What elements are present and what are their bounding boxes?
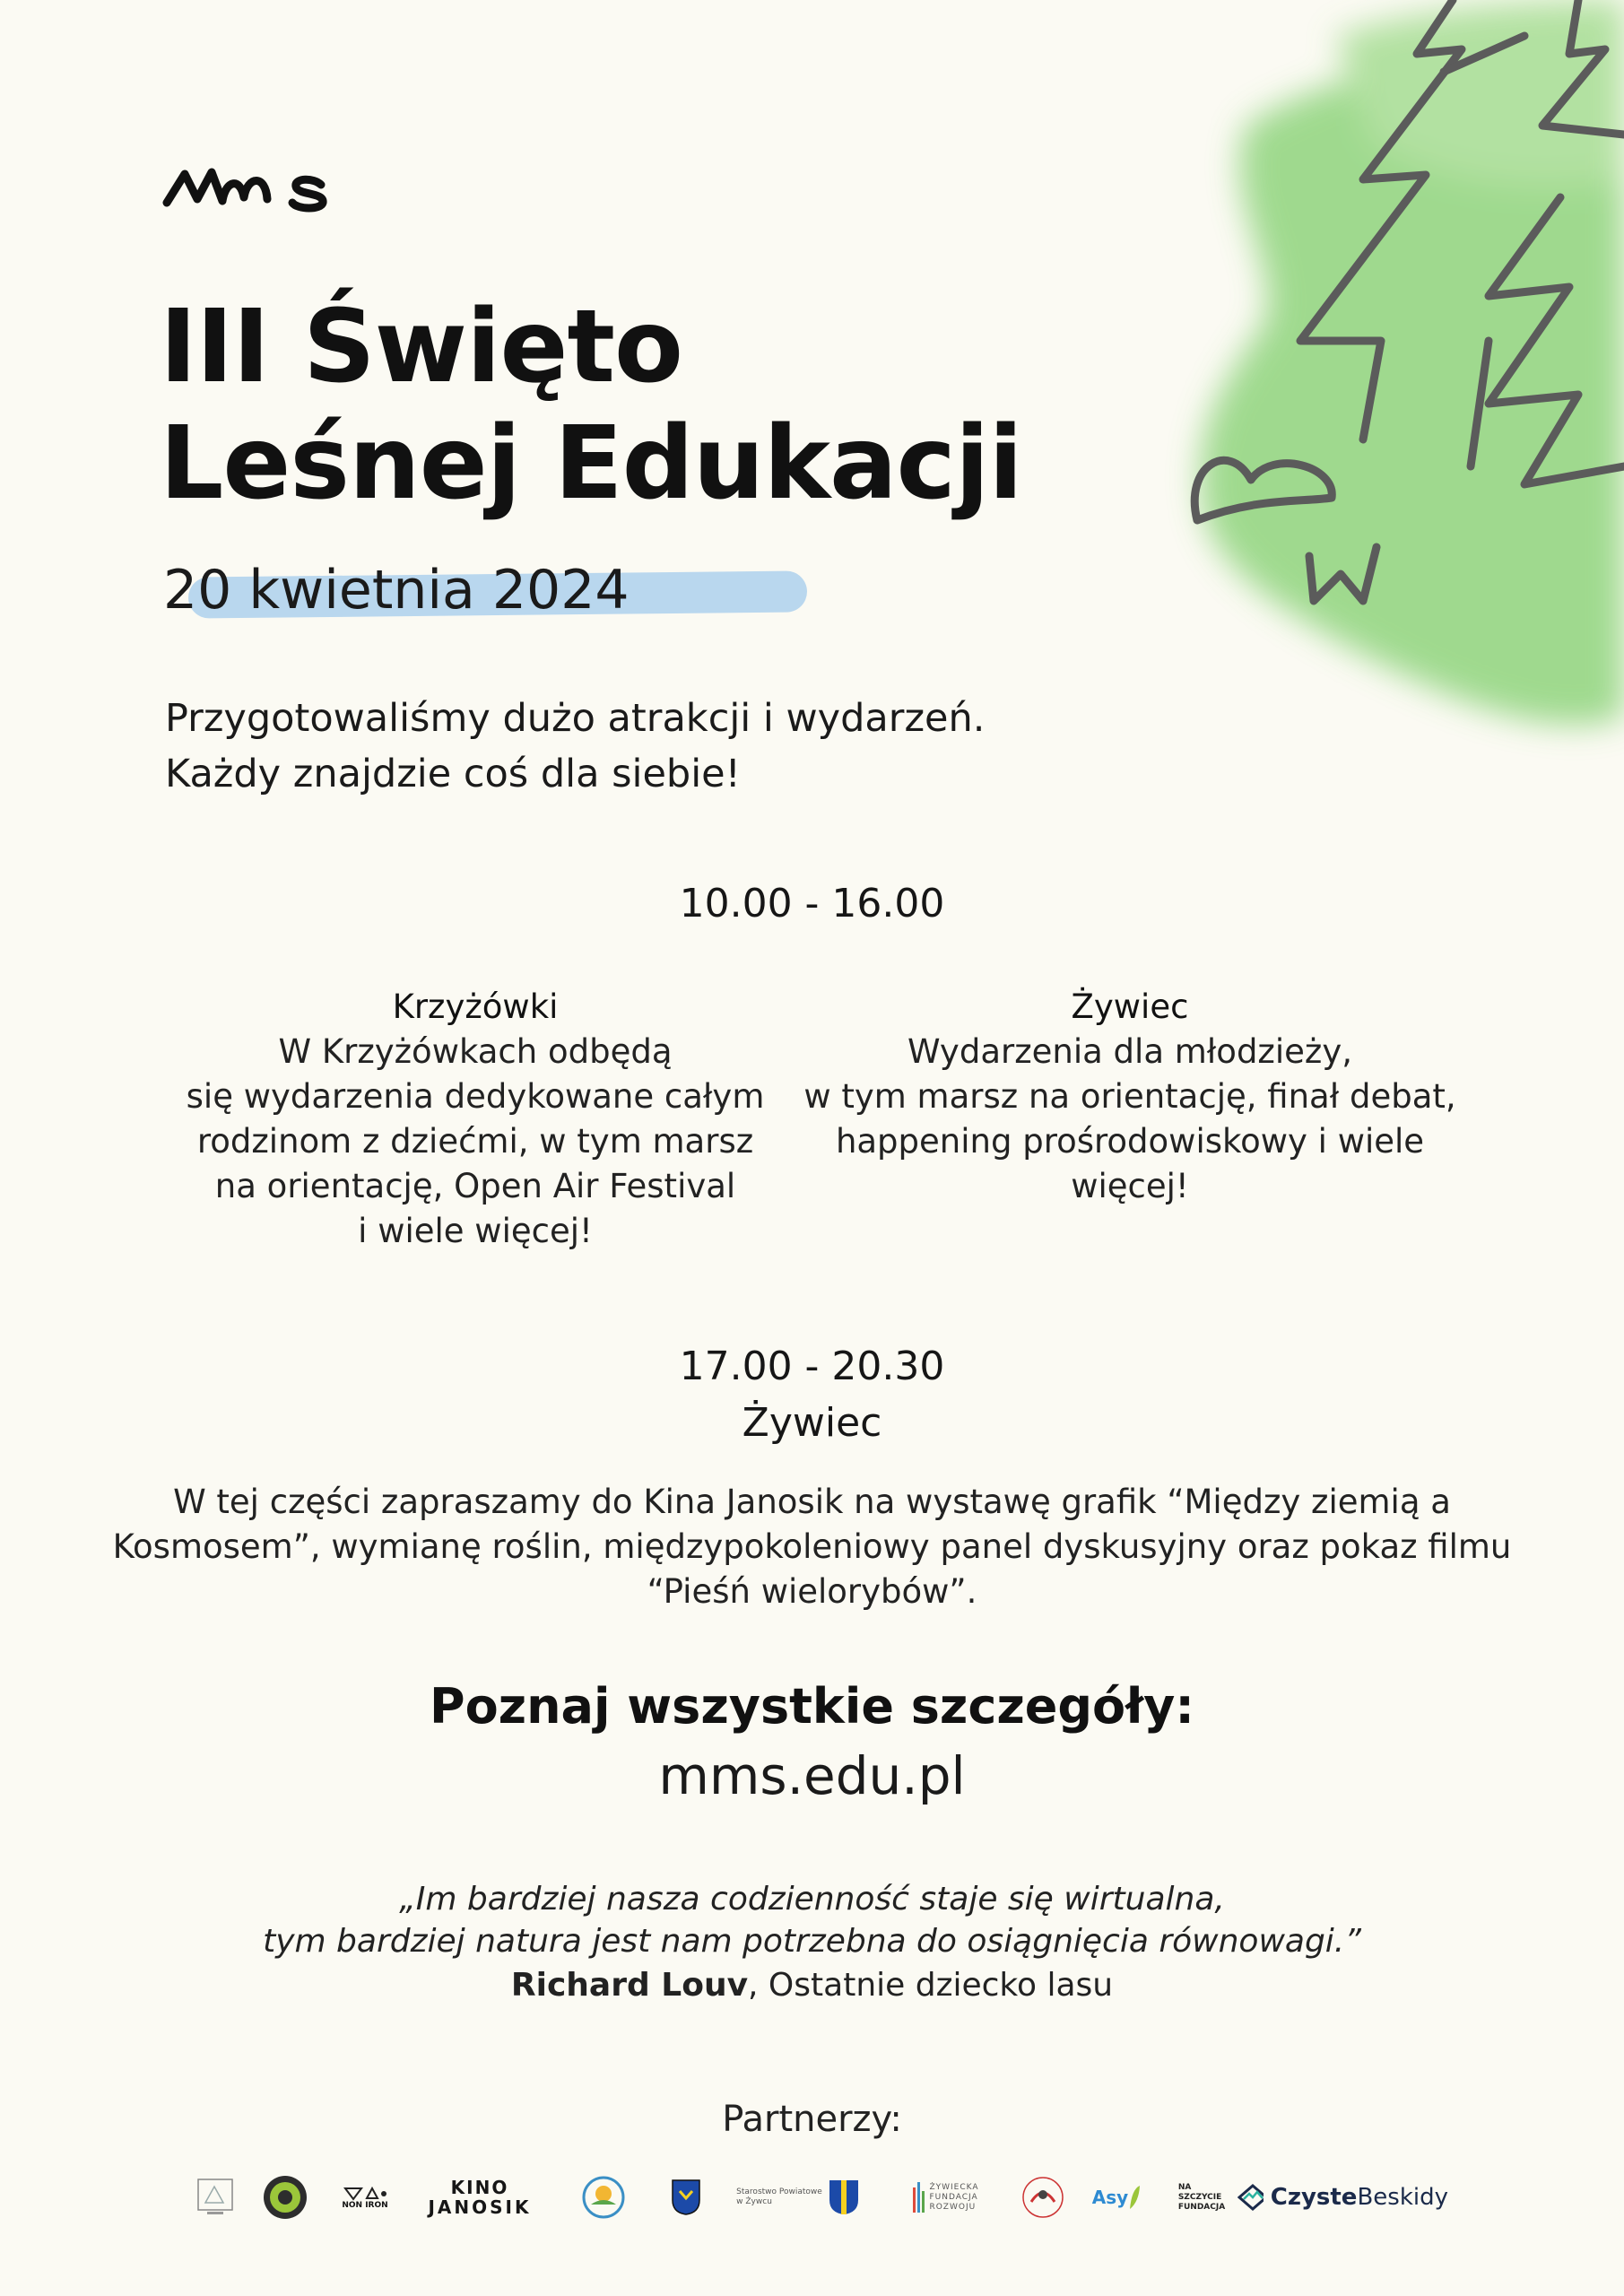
session-1-krzyzowki [161,985,789,1254]
circular-emblem-icon [1020,2175,1065,2220]
beskidy-label: Beskidy [1357,2184,1448,2211]
zfr-bars-icon [913,2182,925,2213]
session-2-place: Żywiec [742,1400,882,1446]
green-circle-logo-icon [262,2174,308,2221]
partner-emblem-icon [196,2178,234,2217]
kino-line-2: JANOSIK [428,2196,532,2218]
round-badge-icon [580,2174,627,2221]
krzyzowki-description: W Krzyżówkach odbędą się wydarzenia dedykowane całym rodzinom z dziećmi, w tym marsz na orientację, Open Air Festival i wiele więcej! [186,1032,765,1250]
coat-of-arms-icon [671,2179,701,2216]
session-1-time: 10.00 - 16.00 [679,881,945,926]
partner-czyste-beskidy [1238,2166,1448,2229]
quote-attribution [0,1964,1624,2006]
details-heading: Poznaj wszystkie szczegóły: [430,1678,1194,1735]
event-date-block [163,556,630,624]
partner-logo-1 [193,2166,238,2229]
partner-zywiecka-fundacja [901,2166,991,2229]
non-iron-label: NON IRON [342,2200,388,2210]
starostwo-shield-icon [828,2179,860,2216]
partners-logos [184,2166,1457,2229]
session-2-description: W tej części zapraszamy do Kina Janosik na wystawę grafik “Między ziemią a Kosmosem”, wymianę roślin, międzypokoleniowy panel dyskusyjny oraz pokaz filmu “Pieśń wielorybów”. [112,1483,1512,1611]
intro-line-2: Każdy znajdzie coś dla siebie! [165,752,741,796]
session-2-time: 17.00 - 20.30 [679,1344,945,1389]
tree-illustration [1148,0,1624,771]
title-line-1: III Święto [160,289,682,405]
asy-label: Asy [1091,2187,1129,2208]
quote-text: „Im bardziej nasza codzienność staje się wirtualna, tym bardziej natura jest nam potrzebna do osiągnięcia równowagi.” [263,1881,1361,1960]
event-date: 20 kwietnia 2024 [163,559,630,622]
partner-kino-janosik [421,2166,538,2229]
partner-logo-5 [578,2166,629,2229]
intro-text [165,691,985,802]
quote-source: , Ostatnie dziecko lasu [748,1967,1114,2004]
asy-leaf-icon [1128,2184,1141,2211]
kino-line-1: KINO [450,2177,509,2198]
details-link[interactable]: mms.edu.pl [658,1745,966,1806]
partners-label: Partnerzy: [722,2099,902,2140]
event-title [160,289,1022,522]
title-line-2: Leśnej Edukacji [160,405,1022,522]
partner-non-iron [338,2166,392,2229]
quote-author: Richard Louv [510,1967,749,2004]
zywiec-description: Wydarzenia dla młodzieży, w tym marsz na orientację, finał debat, happening prośrodowiskowy i wiele więcej! [803,1032,1456,1205]
partner-coat-of-arms [668,2166,704,2229]
czyste-label: Czyste [1270,2184,1358,2211]
partner-logo-2 [260,2166,310,2229]
partner-asy [1090,2166,1143,2229]
session-1-zywiec [789,985,1471,1209]
zfr-label: ŻYWIECKA FUNDACJA ROZWOJU [929,2182,979,2212]
laundry-symbols-icon [343,2185,387,2201]
zywiec-title: Żywiec [1071,987,1189,1026]
partner-starostwo [735,2166,861,2229]
mountain-diamond-icon [1238,2184,1264,2211]
starostwo-label: Starostwo Powiatowe w Żywcu [736,2187,822,2206]
krzyzowki-title: Krzyżówki [392,987,559,1026]
na-szczycie-label: NA SZCZYCIE FUNDACJA [1177,2182,1226,2212]
partner-na-szczycie [1170,2166,1233,2229]
partner-logo-9 [1018,2166,1068,2229]
intro-line-1: Przygotowaliśmy dużo atrakcji i wydarzeń. [165,696,986,741]
mms-logo-icon [161,161,359,215]
